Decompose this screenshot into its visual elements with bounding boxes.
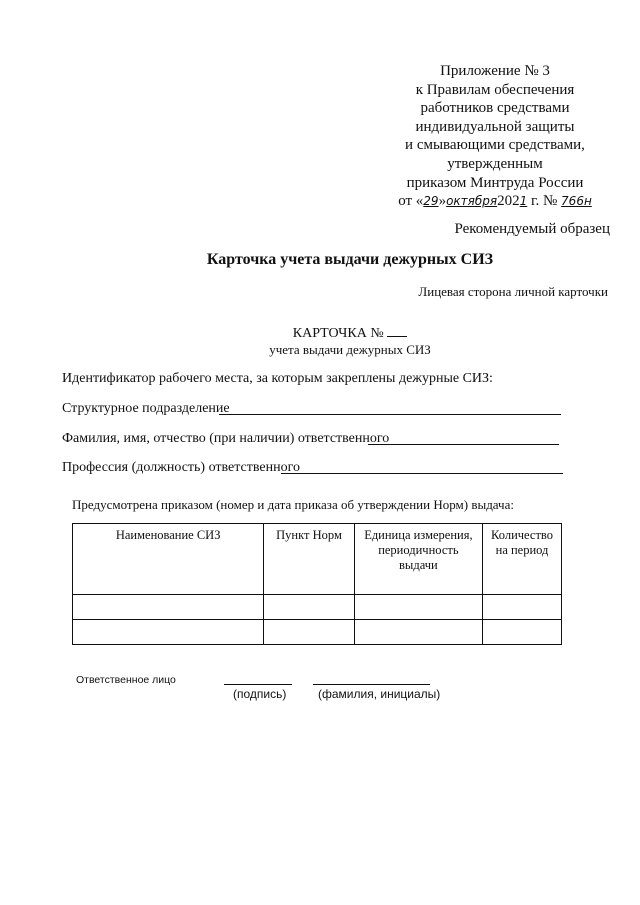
header-siz-name: Наименование СИЗ xyxy=(73,524,264,595)
department-blank-line[interactable] xyxy=(219,414,561,415)
header-unit-periodicity: Единица измерения, периодичность выдачи xyxy=(354,524,482,595)
provided-by-order-text: Предусмотрена приказом (номер и дата приказа об утверждении Норм) выдача: xyxy=(72,497,514,512)
header-quantity: Количество на период xyxy=(483,524,562,595)
front-side-label: Лицевая сторона личной карточки xyxy=(418,284,608,299)
table-cell[interactable] xyxy=(354,595,482,620)
appendix-line: индивидуальной защиты xyxy=(415,118,575,135)
appendix-line: утвержденным xyxy=(447,155,543,172)
siz-issue-table xyxy=(72,523,562,645)
appendix-block xyxy=(380,62,610,211)
appendix-line: Приложение № 3 xyxy=(440,63,550,79)
full-name-label: Фамилия, имя, отчество (при наличии) ответственного xyxy=(62,431,390,446)
appendix-line: работников средствами xyxy=(420,100,570,117)
department-label: Структурное подразделение xyxy=(62,401,230,416)
order-date-line xyxy=(380,192,610,211)
table-cell[interactable] xyxy=(73,595,264,620)
signature-blank-line[interactable] xyxy=(224,684,292,685)
table-cell[interactable] xyxy=(354,620,482,645)
header-norm-item: Пункт Норм xyxy=(264,524,354,595)
document-title: Карточка учета выдачи дежурных СИЗ xyxy=(206,251,494,268)
card-title-text: КАРТОЧКА № xyxy=(292,326,384,341)
workplace-id-label: Идентификатор рабочего места, за которым закреплены дежурные СИЗ: xyxy=(62,371,493,386)
appendix-line: к Правилам обеспечения xyxy=(415,81,575,98)
card-title xyxy=(0,324,640,342)
table-row xyxy=(73,595,562,620)
table-cell[interactable] xyxy=(483,595,562,620)
name-initials-caption: (фамилия, инициалы) xyxy=(318,687,441,701)
date-year-prefix: 202 xyxy=(497,193,520,210)
table-row xyxy=(73,620,562,645)
date-year-last-handwritten: 1 xyxy=(519,194,528,209)
signature-caption: (подпись) xyxy=(233,687,287,701)
date-month-handwritten: октября xyxy=(446,194,498,209)
responsible-person-label: Ответственное лицо xyxy=(76,674,176,686)
date-mid: » xyxy=(438,193,447,210)
card-number-blank[interactable] xyxy=(387,324,407,337)
date-year-suffix: г. № xyxy=(527,193,562,210)
date-prefix: от « xyxy=(398,193,424,210)
order-number-handwritten: 766н xyxy=(561,194,592,209)
profession-label: Профессия (должность) ответственного xyxy=(62,460,300,475)
recommended-sample-label: Рекомендуемый образец xyxy=(454,221,610,237)
table-cell[interactable] xyxy=(264,620,354,645)
appendix-line: приказом Минтруда России xyxy=(406,174,584,191)
name-initials-blank-line[interactable] xyxy=(313,684,430,685)
appendix-line: и смывающими средствами, xyxy=(405,137,585,154)
card-subtitle: учета выдачи дежурных СИЗ xyxy=(269,342,431,357)
table-cell[interactable] xyxy=(264,595,354,620)
table-cell[interactable] xyxy=(483,620,562,645)
table-header-row xyxy=(73,524,562,595)
date-day-handwritten: 29 xyxy=(423,194,439,209)
profession-blank-line[interactable] xyxy=(281,473,563,474)
full-name-blank-line[interactable] xyxy=(368,444,559,445)
table-cell[interactable] xyxy=(73,620,264,645)
